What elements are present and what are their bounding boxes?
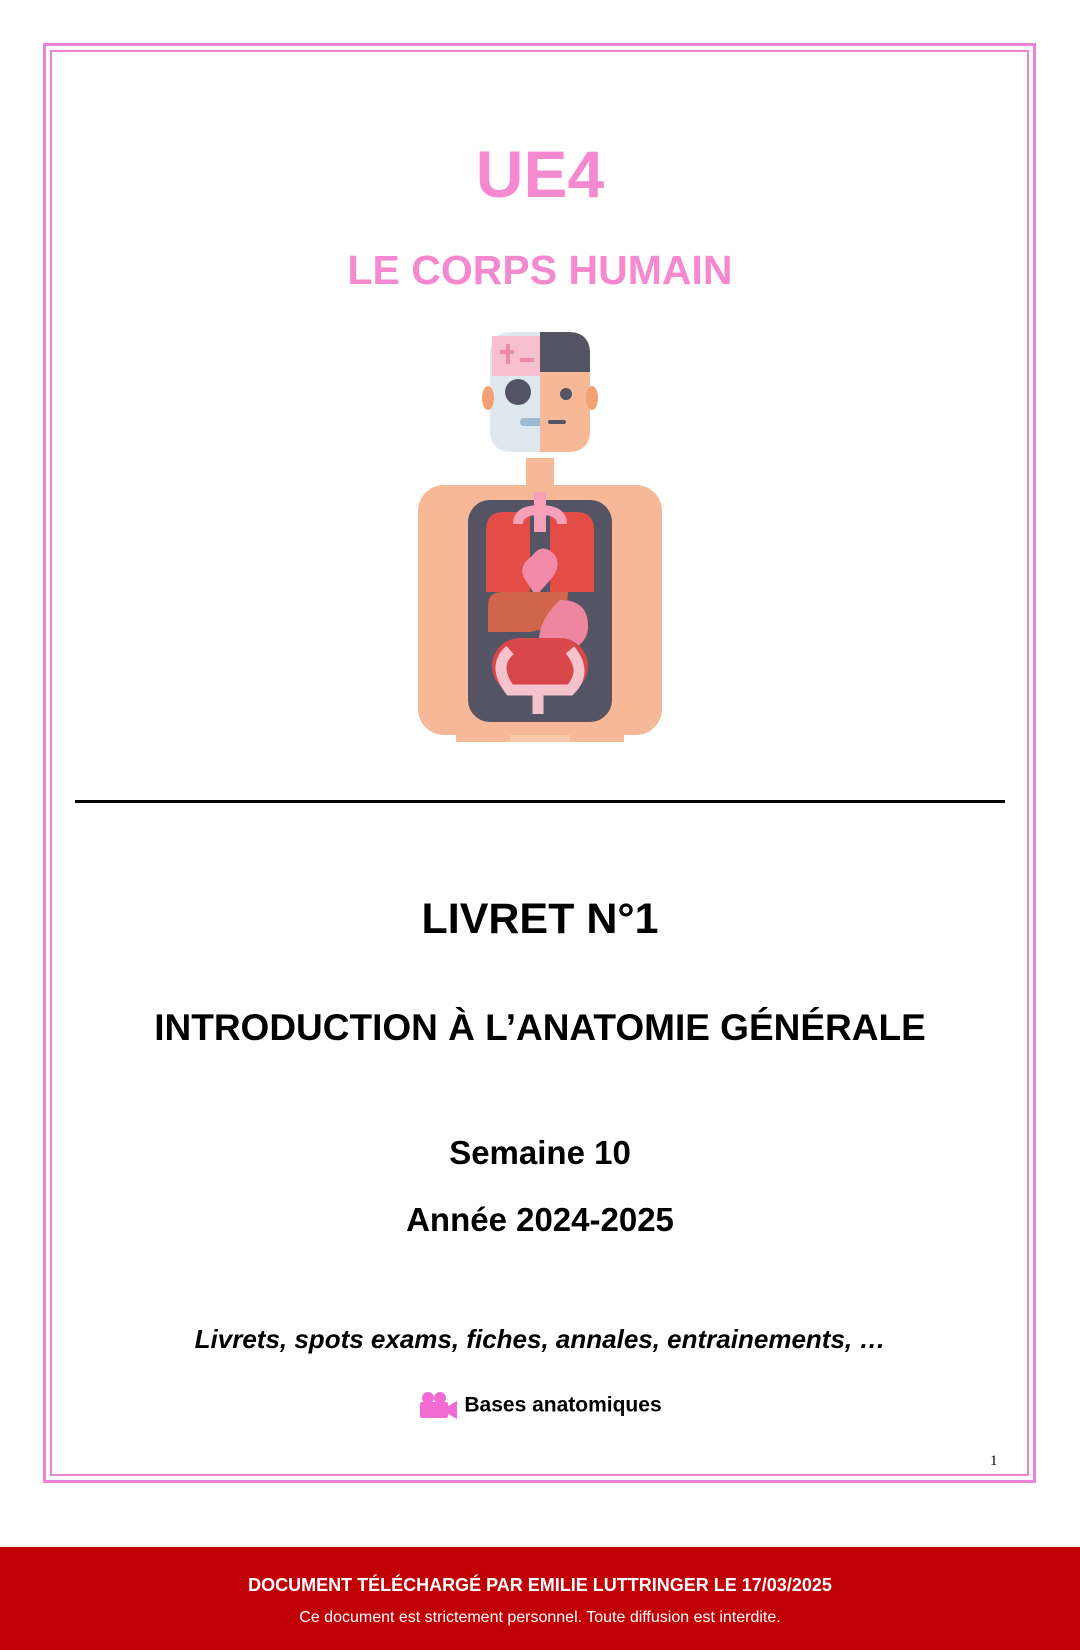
section-divider [75,800,1005,803]
download-notice: DOCUMENT TÉLÉCHARGÉ PAR EMILIE LUTTRINGER LE 17/03/2025 [248,1575,832,1595]
human-anatomy-icon [410,330,670,742]
video-link-label: Bases anatomiques [464,1393,662,1417]
resources-text: Livrets, spots exams, fiches, annales, entrainements, … [194,1324,886,1354]
page-number: 1 [990,1453,998,1469]
video-link[interactable] [0,1390,1080,1420]
privacy-notice: Ce document est strictement personnel. Toute diffusion est interdite. [299,1609,781,1626]
download-banner [0,1547,1080,1650]
video-camera-icon [418,1390,458,1420]
week-label: Semaine 10 [449,1134,631,1171]
course-title: LE CORPS HUMAIN [347,247,733,293]
year-label: Année 2024-2025 [406,1201,674,1238]
course-code: UE4 [475,137,605,211]
booklet-subject: INTRODUCTION À L’ANATOMIE GÉNÉRALE [154,1007,926,1048]
booklet-number: LIVRET N°1 [421,895,659,943]
